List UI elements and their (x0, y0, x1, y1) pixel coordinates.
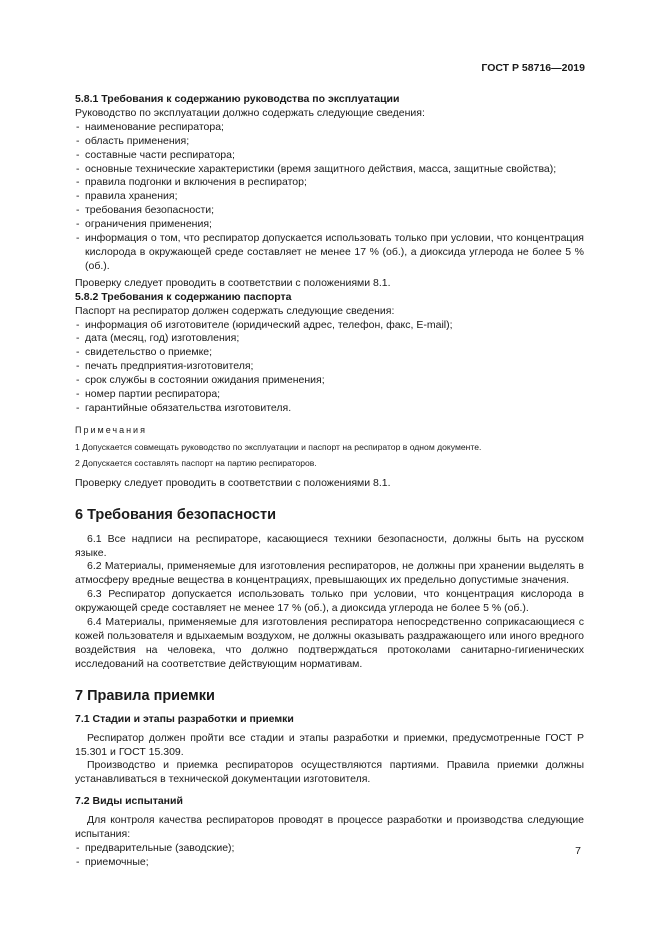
section-6-paragraph: 6.4 Материалы, применяемые для изготовления респиратора непосредственно соприкасающиеся с кожей пользователя и вдыхаемым воздухом, не должны оказывать раздражающего или иного вредного воздействия на человека, что должно подтверждаться протоколами санитарно-гигиенических исследований на соответствие действующим нормативам. (75, 616, 584, 670)
section-6-paragraph: 6.3 Респиратор допускается использовать только при условии, что концентрация кислорода в окружающей среде составляет не менее 17 % (об.), а диоксида углерода не более 5 % (об.). (75, 588, 584, 615)
section-6-paragraph: 6.1 Все надписи на респираторе, касающиеся техники безопасности, должны быть на русском языке. (75, 532, 584, 559)
list-item: - номер партии респиратора; (75, 388, 584, 402)
section-5-8-2-title: 5.8.2 Требования к содержанию паспорта (75, 290, 292, 303)
section-5-8-2-intro: Паспорт на респиратор должен содержать следующие сведения: (75, 304, 395, 317)
list-item: - срок службы в состоянии ожидания применения; (75, 374, 584, 388)
section-7-1-title: 7.1 Стадии и этапы разработки и приемки (75, 712, 294, 725)
section-6-paragraph: 6.2 Материалы, применяемые для изготовления респираторов, не должны при хранении выделять в атмосферу вредные вещества в концентрациях, превышающих их предельно допустимые значения. (75, 560, 584, 587)
list-item: - требования безопасности; (75, 204, 584, 218)
page-content (75, 90, 584, 870)
section-5-8-2-check: Проверку следует проводить в соответствии с положениями 8.1. (75, 476, 391, 489)
list-item: - правила подгонки и включения в респиратор; (75, 176, 584, 190)
section-5-8-1-intro: Руководство по эксплуатации должно содержать следующие сведения: (75, 106, 425, 119)
section-7-2-intro: Для контроля качества респираторов проводят в процессе разработки и производства следующие испытания: (75, 814, 584, 841)
list-item: - основные технические характеристики (время защитного действия, масса, защитные свойства); (75, 163, 584, 177)
list-item: - область применения; (75, 135, 584, 149)
list-item: - информация об изготовителе (юридический адрес, телефон, факс, E-mail); (75, 319, 584, 333)
list-item: - составные части респиратора; (75, 149, 584, 163)
list-item: - предварительные (заводские); (75, 842, 584, 856)
list-item: - дата (месяц, год) изготовления; (75, 332, 584, 346)
list-item: - наименование респиратора; (75, 121, 584, 135)
document-id: ГОСТ Р 58716—2019 (481, 62, 585, 74)
section-5-8-1-title: 5.8.1 Требования к содержанию руководства по эксплуатации (75, 93, 400, 105)
section-5-8-1-list (75, 121, 584, 274)
section-7-1-paragraph: Производство и приемка респираторов осуществляются партиями. Правила приемки должны устанавливаться в технической документации изготовителя. (75, 759, 584, 786)
list-item: - печать предприятия-изготовителя; (75, 360, 584, 374)
list-item: - гарантийные обязательства изготовителя. (75, 402, 584, 416)
section-7-1-paragraph: Респиратор должен пройти все стадии и этапы разработки и приемки, предусмотренные ГОСТ Р 15.301 и ГОСТ 15.309. (75, 731, 584, 758)
section-5-8-1-check: Проверку следует проводить в соответствии с положениями 8.1. (75, 276, 391, 289)
list-item: - ограничения применения; (75, 218, 584, 232)
list-item: - информация о том, что респиратор допускается использовать только при условии, что концентрация кислорода в окружающей среде составляет не менее 17 % (об.), а диоксида углерода не более 5 % (об.). (75, 232, 584, 274)
section-5-8-2-list (75, 319, 584, 416)
notes-heading: Примечания (75, 424, 147, 435)
page-number: 7 (575, 845, 581, 857)
section-6-title: 6 Требования безопасности (75, 506, 277, 523)
section-7-2-list (75, 842, 584, 870)
note: 2 Допускается составлять паспорт на партию респираторов. (75, 457, 317, 468)
section-7-2-title: 7.2 Виды испытаний (75, 795, 183, 808)
list-item: - свидетельство о приемке; (75, 346, 584, 360)
section-7-title: 7 Правила приемки (75, 687, 215, 704)
list-item: - приемочные; (75, 856, 584, 870)
note: 1 Допускается совмещать руководство по эксплуатации и паспорт на респиратор в одном документе. (75, 441, 482, 452)
list-item: - правила хранения; (75, 190, 584, 204)
